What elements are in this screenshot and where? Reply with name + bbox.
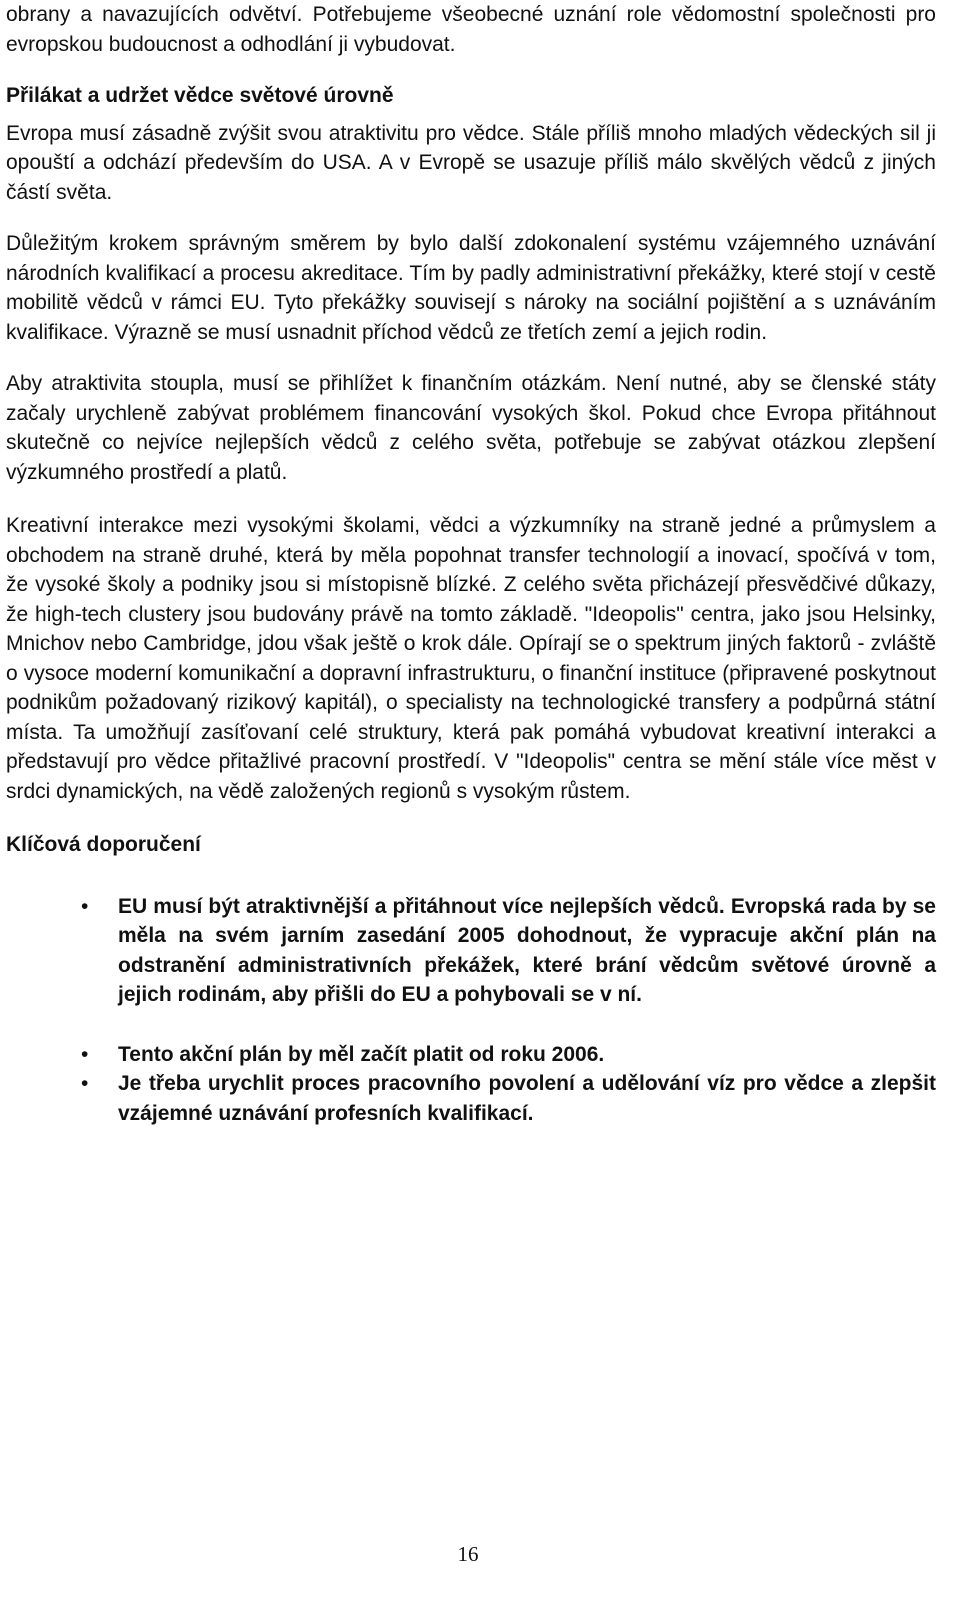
recommendation-text: Tento akční plán by měl začít platit od roku 2006. (118, 1042, 605, 1066)
paragraph-interaction: Kreativní interakce mezi vysokými školami, vědci a výzkumníky na straně jedné a průmyslem a obchodem na straně druhé, která by měla popohnat transfer technologií a inovací, spočívá v tom, že vysoké školy a podniky jsou si místopisně blízké. Z celého světa přicházejí přesvědčivé důkazy, že high-tech clustery jsou budovány právě na tomto základě. "Ideopolis" centra, jako jsou Helsinky, Mnichov nebo Cambridge, jdou však ještě o krok dále. Opírají se o spektrum jiných faktorů - zvláště o vysoce moderní komunikační a dopravní infrastrukturu, o finanční instituce (připravené poskytnout podnikům požadovaný rizikový kapitál), o specialisty na technologické transfery a podpůrná státní místa. Ta umožňují zasíťovaní celé struktury, která pak pomáhá vybudovat kreativní interakci a představují pro vědce přitažlivé pracovní prostředí. V "Ideopolis" centra se mění stále více měst v srdci dynamických, na vědě založených regionů s vysokým růstem. (6, 514, 936, 803)
bullet-icon: • (81, 1042, 89, 1066)
paragraph-mobility: Důležitým krokem správným směrem by bylo další zdokonalení systému vzájemného uznávání národních kvalifikací a procesu akreditace. Tím by padly administrativní překážky, které stojí v cestě mobilitě vědců v rámci EU. Tyto překážky souvisejí s nároky na sociální pojištění a s uznáváním kvalifikace. Výrazně se musí usnadnit příchod vědců ze třetích zemí a jejich rodin. (6, 232, 936, 344)
bullet-icon: • (81, 894, 89, 918)
paragraph-attractiveness: Evropa musí zásadně zvýšit svou atraktivitu pro vědce. Stále příliš mnoho mladých vědeckých sil ji opouští a odchází především do USA. A v Evropě se usazuje příliš málo skvělých vědců z jiných částí světa. (6, 121, 936, 204)
list-item (6, 892, 936, 1010)
page-number: 16 (457, 1542, 479, 1566)
paragraph-intro: obrany a navazujících odvětví. Potřebujeme všeobecné uznání role vědomostní společnosti pro evropskou budoucnost a odhodlání ji vybudovat. (6, 3, 936, 56)
list-item (6, 1040, 936, 1070)
document-page (6, 0, 936, 1128)
paragraph-finance: Aby atraktivita stoupla, musí se přihlížet k finančním otázkám. Není nutné, aby se členské státy začaly urychleně zabývat problémem financování vysokých škol. Pokud chce Evropa přitáhnout skutečně co nejvíce nejlepších vědců z celého světa, potřebuje se zabývat otázkou zlepšení výzkumného prostředí a platů. (6, 372, 936, 484)
bullet-icon: • (81, 1072, 89, 1095)
recommendation-text: Je třeba urychlit proces pracovního povolení a udělování víz pro vědce a zlepšit vzájemné uznávání profesních kvalifikací. (118, 1072, 936, 1125)
recommendation-text: EU musí být atraktivnější a přitáhnout více nejlepších vědců. Evropská rada by se měla na svém jarním zasedání 2005 dohodnout, že vypracuje akční plán na odstranění administrativních překážek, které brání vědcům světové úrovně a jejich rodinám, aby přišli do EU a pohybovali se v ní. (118, 894, 936, 1006)
recommendations-list (6, 892, 936, 1129)
recommendations-heading: Klíčová doporučení (6, 833, 201, 856)
section-heading: Přilákat a udržet vědce světové úrovně (6, 84, 394, 107)
list-item (6, 1069, 936, 1128)
